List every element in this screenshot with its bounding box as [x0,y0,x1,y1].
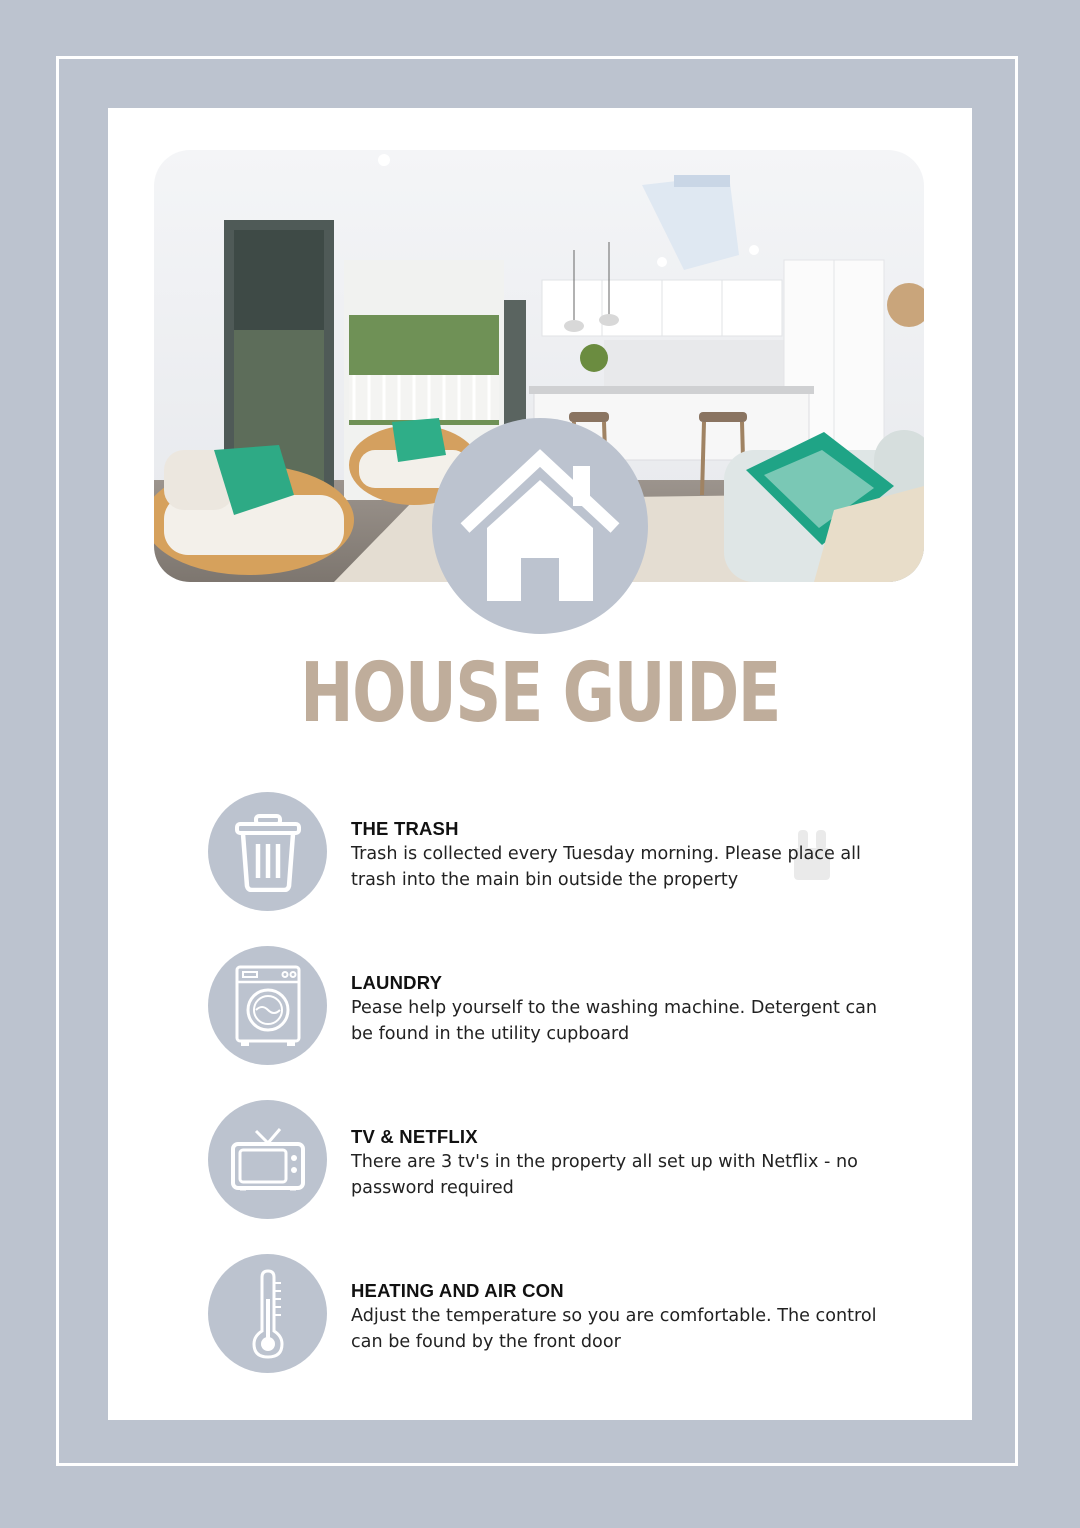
item-text: There are 3 tv's in the property all set up with Netflix - no password required [351,1152,858,1198]
thermometer-icon [208,1254,327,1373]
guide-item-tv [208,1100,908,1220]
item-text: Adjust the temperature so you are comfortable. The control can be found by the front door [351,1306,877,1352]
guide-item-heating [208,1254,908,1374]
washing-machine-icon [208,946,327,1065]
item-title: HEATING AND AIR CON [351,1280,564,1301]
page-title: HOUSE GUIDE [300,646,780,741]
house-badge [432,418,648,634]
house-icon [455,446,625,606]
trash-icon [208,792,327,911]
item-text: Trash is collected every Tuesday morning. Please place all trash into the main bin outside the property [351,844,861,890]
guide-item-laundry [208,946,908,1066]
item-title: LAUNDRY [351,972,443,993]
item-title: THE TRASH [351,818,459,839]
tv-icon [208,1100,327,1219]
guide-card [108,108,972,1420]
guide-item-trash [208,792,908,912]
item-text: Pease help yourself to the washing machine. Detergent can be found in the utility cupboard [351,998,878,1044]
item-title: TV & NETFLIX [351,1126,478,1147]
